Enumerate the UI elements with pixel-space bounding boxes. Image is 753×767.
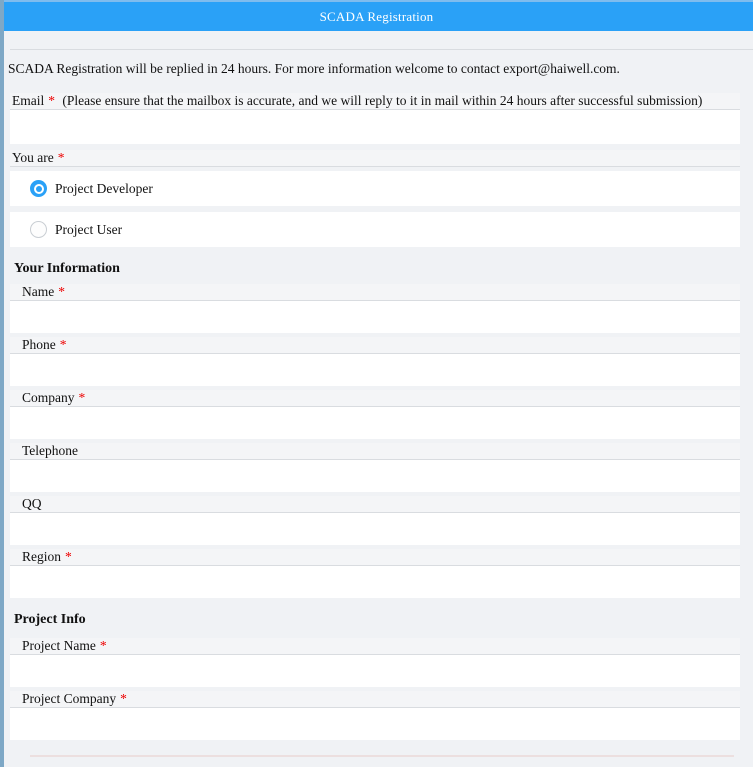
- telephone-input[interactable]: [10, 460, 740, 492]
- required-asterisk: *: [65, 549, 72, 564]
- header-divider: [10, 49, 753, 50]
- field-group: [10, 284, 740, 333]
- name-input[interactable]: [10, 301, 740, 333]
- field-label: Project Name: [22, 638, 96, 653]
- region-input[interactable]: [10, 566, 740, 598]
- field-label: Telephone: [22, 443, 79, 458]
- field-label: QQ: [22, 496, 42, 511]
- radio-button-icon[interactable]: [30, 221, 47, 238]
- you-are-label: You are: [12, 150, 54, 165]
- email-input[interactable]: [10, 110, 740, 144]
- field-label-row: [10, 390, 740, 407]
- field-label-row: [10, 691, 740, 708]
- field-label-row: [10, 284, 740, 301]
- radio-option-label: Project Developer: [55, 180, 153, 196]
- form-title: SCADA Registration: [319, 9, 434, 24]
- email-field-group: [10, 93, 740, 144]
- email-label-row: [10, 93, 740, 110]
- section-fields: [10, 638, 740, 740]
- field-label-row: [10, 443, 740, 460]
- field-label-row: [10, 638, 740, 655]
- phone-input[interactable]: [10, 354, 740, 386]
- bottom-edge-line: [30, 755, 734, 757]
- required-asterisk: *: [48, 93, 55, 108]
- field-label: Company: [22, 390, 75, 405]
- form-body: [0, 61, 753, 757]
- company-input[interactable]: [10, 407, 740, 439]
- required-asterisk: *: [59, 337, 67, 352]
- field-group: [10, 443, 740, 492]
- project-company-input[interactable]: [10, 708, 740, 740]
- field-label: Phone: [22, 337, 56, 352]
- field-group: [10, 496, 740, 545]
- field-group: [10, 691, 740, 740]
- radio-option-label: Project User: [55, 221, 123, 237]
- field-group: [10, 390, 740, 439]
- required-asterisk: *: [99, 638, 107, 653]
- radio-option-project-developer[interactable]: [10, 171, 740, 206]
- required-asterisk: *: [120, 691, 127, 706]
- required-asterisk: *: [78, 390, 86, 405]
- section-heading: Your Information: [14, 261, 120, 276]
- field-group: [10, 638, 740, 687]
- field-label-row: [10, 549, 740, 566]
- radio-button-icon[interactable]: [30, 180, 47, 197]
- field-label: Region: [22, 549, 61, 564]
- email-note: (Please ensure that the mailbox is accurate, and we will reply to it in mail within 24 hours after successful submission): [62, 93, 703, 108]
- field-label: Project Company: [22, 691, 117, 706]
- left-border-strip: [0, 0, 4, 767]
- you-are-label-row: [10, 150, 740, 167]
- field-label: Name: [22, 284, 55, 299]
- qq-input[interactable]: [10, 513, 740, 545]
- you-are-radio-group: [10, 171, 740, 247]
- form-section: [10, 261, 740, 598]
- field-label-row: [10, 337, 740, 354]
- section-heading: Project Info: [14, 612, 86, 627]
- intro-text: SCADA Registration will be replied in 24 hours. For more information welcome to contact export@haiwell.com.: [8, 61, 620, 76]
- required-asterisk: *: [57, 150, 65, 165]
- form-title-bar: [0, 2, 753, 31]
- project-name-input[interactable]: [10, 655, 740, 687]
- form-section: [10, 612, 740, 740]
- field-label-row: [10, 496, 740, 513]
- required-asterisk: *: [58, 284, 65, 299]
- section-fields: [10, 284, 740, 598]
- field-group: [10, 337, 740, 386]
- field-group: [10, 549, 740, 598]
- radio-option-project-user[interactable]: [10, 212, 740, 247]
- form-sections: [10, 261, 740, 740]
- email-label: Email: [12, 93, 45, 108]
